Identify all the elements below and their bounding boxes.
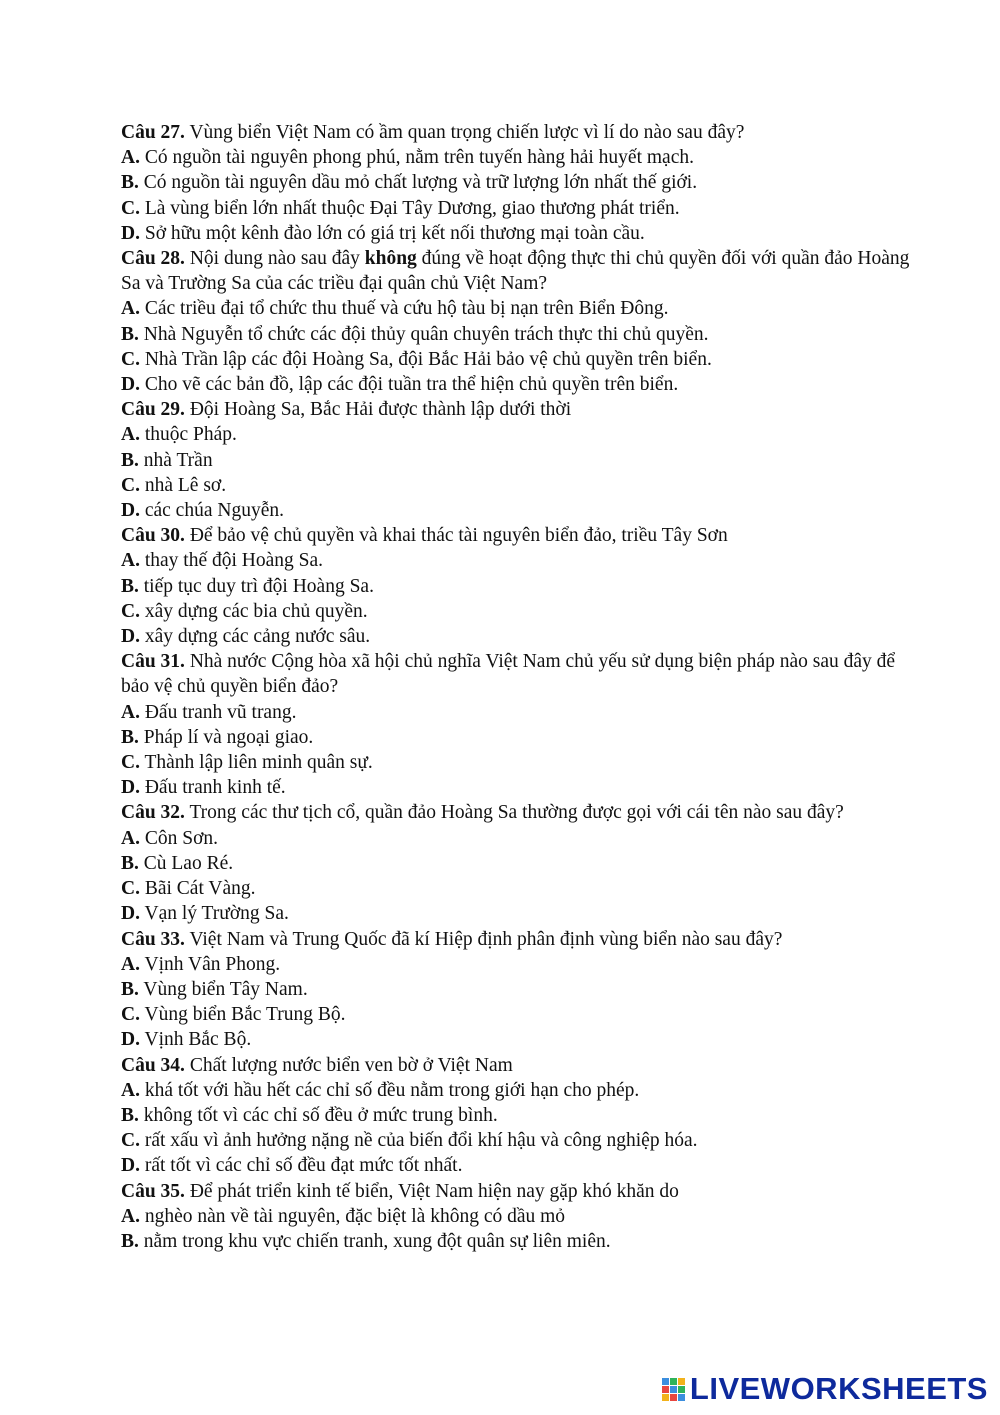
option-text: không tốt vì các chỉ số đều ở mức trung bình. [138,1104,498,1126]
option-text: xây dựng các bia chủ quyền. [139,600,368,622]
question-text: Việt Nam và Trung Quốc đã kí Hiệp định phân định vùng biển nào sau đây? [184,928,783,950]
answer-option [121,1103,921,1128]
option-letter: A. [121,147,140,169]
question-text: Đội Hoàng Sa, Bắc Hải được thành lập dưới thời [184,399,572,421]
option-text: thuộc Pháp. [139,424,237,446]
option-letter: D. [121,903,140,925]
question-keyword: không [364,248,417,270]
question-number: Câu 34. [121,1054,185,1076]
option-text: Thành lập liên minh quân sự. [139,752,373,774]
question-number: Câu 30. [121,525,185,547]
logo-square [670,1394,677,1401]
option-letter: C. [121,474,140,496]
question-text: Để bảo vệ chủ quyền và khai thác tài nguyên biển đảo, triều Tây Sơn [184,525,728,547]
question-text: Chất lượng nước biển ven bờ ở Việt Nam [184,1054,513,1076]
option-letter: D. [121,626,140,648]
logo-square [678,1378,685,1385]
option-letter: B. [121,172,139,194]
option-letter: C. [121,878,140,900]
option-text: nằm trong khu vực chiến tranh, xung đột quân sự liên miên. [138,1230,611,1252]
option-text: Vùng biển Bắc Trung Bộ. [139,1004,346,1026]
question-stem [121,397,921,422]
question-text: Nội dung nào sau đây [184,248,365,270]
option-letter: C. [121,348,140,370]
option-text: Có nguồn tài nguyên dầu mỏ chất lượng và trữ lượng lớn nhất thế giới. [138,172,698,194]
logo-square [670,1378,677,1385]
question-text: Nhà nước Cộng hòa xã hội chủ nghĩa Việt Nam chủ yếu sử dụng biện pháp nào sau đây để bảo vệ chủ quyền biển đảo? [121,651,896,698]
option-text: nhà Trần [138,449,213,471]
answer-option [121,952,921,977]
option-letter: D. [121,1155,140,1177]
answer-option [121,1027,921,1052]
worksheet-content [121,120,921,1254]
answer-option [121,196,921,221]
answer-option [121,1229,921,1254]
answer-option [121,1204,921,1229]
answer-option [121,574,921,599]
question-number: Câu 32. [121,802,185,824]
answer-option [121,700,921,725]
option-text: Đấu tranh kinh tế. [139,777,286,799]
answer-option [121,221,921,246]
answer-option [121,851,921,876]
answer-option [121,599,921,624]
option-text: Cù Lao Ré. [138,852,234,874]
option-text: rất tốt vì các chỉ số đều đạt mức tốt nhất. [139,1155,463,1177]
option-letter: B. [121,726,139,748]
option-text: nhà Lê sơ. [139,474,227,496]
option-letter: A. [121,298,140,320]
answer-option [121,448,921,473]
answer-option [121,1153,921,1178]
question-stem [121,927,921,952]
option-text: Vùng biển Tây Nam. [138,978,308,1000]
question-text-continued: đúng về hoạt động thực thi chủ quyền đối với quần đảo Hoàng Sa và Trường Sa của các triều đại quân chủ Việt Nam? [121,248,910,295]
answer-option [121,1078,921,1103]
answer-option [121,422,921,447]
question-stem [121,246,921,296]
answer-option [121,725,921,750]
option-letter: D. [121,777,140,799]
answer-option [121,977,921,1002]
answer-option [121,624,921,649]
option-text: rất xấu vì ảnh hưởng nặng nề của biến đổi khí hậu và công nghiệp hóa. [139,1130,698,1152]
answer-option [121,473,921,498]
question-number: Câu 33. [121,928,185,950]
option-text: Bãi Cát Vàng. [139,878,256,900]
option-letter: A. [121,550,140,572]
option-letter: B. [121,852,139,874]
option-letter: A. [121,1205,140,1227]
question-number: Câu 27. [121,122,185,143]
answer-option [121,1002,921,1027]
option-letter: B. [121,449,139,471]
option-letter: C. [121,1004,140,1026]
option-text: Nhà Nguyễn tổ chức các đội thủy quân chuyên trách thực thi chủ quyền. [138,323,709,345]
option-text: tiếp tục duy trì đội Hoàng Sa. [138,575,374,597]
question-number: Câu 29. [121,399,185,421]
liveworksheets-logo [662,1373,988,1405]
logo-grid-icon [662,1378,685,1401]
question-stem [121,1053,921,1078]
answer-option [121,750,921,775]
answer-option [121,145,921,170]
option-letter: B. [121,575,139,597]
option-text: Cho vẽ các bản đồ, lập các đội tuần tra thể hiện chủ quyền trên biển. [139,374,679,396]
answer-option [121,347,921,372]
option-text: Nhà Trần lập các đội Hoàng Sa, đội Bắc Hải bảo vệ chủ quyền trên biển. [139,348,712,370]
option-text: Là vùng biển lớn nhất thuộc Đại Tây Dương, giao thương phát triển. [139,197,680,219]
option-text: Đấu tranh vũ trang. [139,701,297,723]
option-text: nghèo nàn về tài nguyên, đặc biệt là không có dầu mỏ [139,1205,566,1227]
question-number: Câu 31. [121,651,185,673]
answer-option [121,498,921,523]
option-text: khá tốt với hầu hết các chỉ số đều nằm trong giới hạn cho phép. [139,1079,640,1101]
option-letter: B. [121,323,139,345]
option-letter: A. [121,701,140,723]
option-letter: D. [121,222,140,244]
option-letter: A. [121,424,140,446]
question-number: Câu 35. [121,1180,185,1202]
question-stem [121,523,921,548]
question-stem [121,120,921,145]
option-text: Các triều đại tổ chức thu thuế và cứu hộ tàu bị nạn trên Biển Đông. [139,298,669,320]
option-text: Vạn lý Trường Sa. [139,903,289,925]
option-letter: D. [121,500,140,522]
question-stem [121,800,921,825]
logo-square [662,1394,669,1401]
answer-option [121,1128,921,1153]
answer-option [121,826,921,851]
option-text: thay thế đội Hoàng Sa. [139,550,324,572]
answer-option [121,170,921,195]
answer-option [121,296,921,321]
option-text: Sở hữu một kênh đào lớn có giá trị kết nối thương mại toàn cầu. [139,222,645,244]
option-text: Vịnh Bắc Bộ. [139,1029,252,1051]
option-letter: B. [121,1230,139,1252]
question-text: Để phát triển kinh tế biển, Việt Nam hiện nay gặp khó khăn do [184,1180,679,1202]
question-number: Câu 28. [121,248,185,270]
option-letter: C. [121,1130,140,1152]
answer-option [121,775,921,800]
logo-square [662,1378,669,1385]
answer-option [121,548,921,573]
option-letter: D. [121,1029,140,1051]
answer-option [121,876,921,901]
option-text: Côn Sơn. [139,827,219,849]
logo-text: LIVEWORKSHEETS [689,1371,988,1406]
option-letter: A. [121,953,140,975]
option-letter: B. [121,978,139,1000]
answer-option [121,372,921,397]
answer-option [121,901,921,926]
option-letter: D. [121,374,140,396]
question-stem [121,1179,921,1204]
option-letter: A. [121,1079,140,1101]
option-text: xây dựng các cảng nước sâu. [139,626,371,648]
option-letter: C. [121,600,140,622]
question-text: Trong các thư tịch cổ, quần đảo Hoàng Sa thường được gọi với cái tên nào sau đây? [184,802,844,824]
option-text: Có nguồn tài nguyên phong phú, nằm trên tuyến hàng hải huyết mạch. [139,147,694,169]
question-text: Vùng biển Việt Nam có ầm quan trọng chiến lược vì lí do nào sau đây? [184,122,745,143]
logo-square [678,1394,685,1401]
logo-square [662,1386,669,1393]
option-text: các chúa Nguyễn. [139,500,284,522]
option-letter: B. [121,1104,139,1126]
option-letter: C. [121,197,140,219]
option-letter: C. [121,752,140,774]
logo-square [678,1386,685,1393]
option-text: Vịnh Vân Phong. [139,953,281,975]
question-stem [121,649,921,699]
logo-square [670,1386,677,1393]
answer-option [121,322,921,347]
option-text: Pháp lí và ngoại giao. [138,726,314,748]
option-letter: A. [121,827,140,849]
